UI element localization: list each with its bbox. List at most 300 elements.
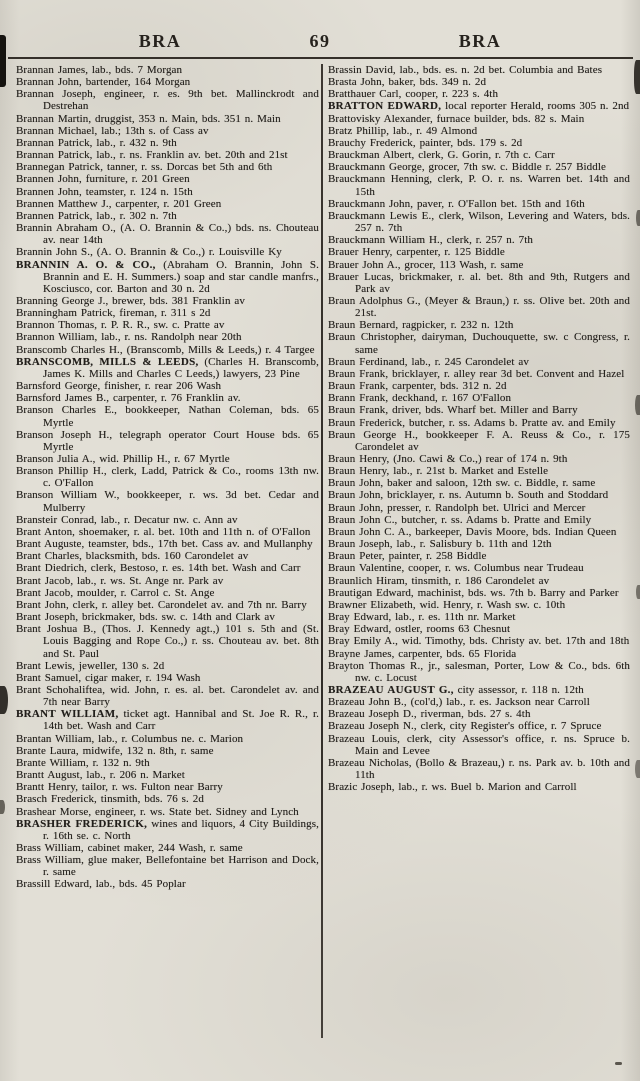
entry-name: Bratthauer Carl, xyxy=(328,88,402,101)
entry-name: Braun John, xyxy=(328,477,384,490)
entry-details: cooper, r. ws. Columbus near Trudeau xyxy=(404,562,584,575)
entry-details: wid. Timothy, bds. Christy av. bet. 17th and 18th xyxy=(398,635,630,648)
entry-details: riverman, bds. 27 s. 4th xyxy=(416,708,531,721)
entry-details: dairyman, Duchouquette, sw. c Congress, r. same xyxy=(355,331,631,356)
directory-entry xyxy=(328,271,630,295)
entry-details: brickmaker, bds. sw. c. 14th and Clark av xyxy=(78,611,275,624)
directory-entry xyxy=(328,295,630,319)
entry-name: Brant Jacob, xyxy=(16,586,74,599)
entry-name: Branningham Patrick, xyxy=(16,307,116,320)
entry-name: Bransteir Conrad, xyxy=(16,513,97,526)
directory-entry xyxy=(16,854,319,878)
directory-entry xyxy=(16,842,319,854)
entry-name: Brauckmann Lewis E., xyxy=(328,209,435,222)
directory-entry xyxy=(328,64,630,76)
directory-entry xyxy=(328,453,630,465)
directory-entry xyxy=(328,648,630,660)
entry-name: Bray Edward, xyxy=(328,611,392,624)
directory-entry xyxy=(328,562,630,574)
entry-details: wid. Henry, r. Wash sw. c. 10th xyxy=(415,598,566,611)
scan-artifact xyxy=(0,686,8,714)
entry-details: lab.; 13th s. of Cass av xyxy=(97,124,209,137)
entry-name: Brauer Lucas, xyxy=(328,270,394,283)
entry-name: Brannin Abraham O., xyxy=(16,222,116,235)
entry-name: Brant Joshua B., xyxy=(16,623,97,636)
entry-details: bricklayer, r. ns. Autumn b. South and Stoddard xyxy=(383,489,609,502)
directory-entry xyxy=(328,404,630,416)
entry-name: Brannen John, xyxy=(16,173,82,186)
entry-name: Braun Joseph, xyxy=(328,538,393,551)
entry-name: Brannan John, xyxy=(16,76,82,89)
directory-entry xyxy=(16,125,319,137)
entry-details: lab., r. ws. Buel b. Marion and Carroll xyxy=(394,781,577,794)
directory-entry xyxy=(328,550,630,562)
directory-entry xyxy=(328,623,630,635)
entry-name: Brasta John, xyxy=(328,76,385,89)
directory-entry xyxy=(16,319,319,331)
directory-entry xyxy=(16,684,319,708)
entry-name: Brayne James, xyxy=(328,647,395,660)
entry-name: Brazeau Joseph D., xyxy=(328,708,417,721)
entry-details: local reporter Herald, rooms 305 n. 2nd xyxy=(441,100,630,113)
page-number: 69 xyxy=(309,31,331,51)
entry-details: (Meyer & Braun,) r. ss. Olive bet. 20th and 21st. xyxy=(355,294,630,320)
directory-entry xyxy=(328,611,630,623)
entry-name: Brant Samuel, xyxy=(16,671,82,684)
directory-entry xyxy=(16,489,319,513)
entry-name: Brant Anton, xyxy=(16,525,76,538)
entry-name: Braun Frank, xyxy=(328,367,389,380)
entry-details: brickmaker, r. al. bet. 8th and 9th, Rutgers and Park av xyxy=(355,270,631,295)
entry-name: Brauchy Frederick, xyxy=(328,136,416,149)
entry-name: BRANSCOMB, MILLS & LEEDS, xyxy=(16,355,199,368)
directory-entry xyxy=(16,781,319,793)
entry-name: Brannan Patrick, xyxy=(16,149,93,162)
entry-details: (Bollo & Brazeau,) r. ns. Park av. b. 10th and 11th xyxy=(355,756,630,782)
directory-entry xyxy=(328,125,630,137)
entry-name: Brasch Frederick, xyxy=(16,793,97,806)
entry-name: Braun Peter, xyxy=(328,550,385,563)
directory-entry xyxy=(16,562,319,574)
entry-details: moulder, r. Carrol c. St. Ange xyxy=(73,586,215,599)
entry-details: lab., r. ns. Randolph near 20th xyxy=(97,331,242,344)
directory-entry xyxy=(328,720,630,732)
directory-entry xyxy=(16,660,319,672)
directory-entry xyxy=(16,246,319,258)
entry-details: painter, bds. 179 s. 2d xyxy=(415,136,523,149)
entry-name: Brant Joseph, xyxy=(16,611,79,624)
entry-details: painter, r. 258 Biddle xyxy=(384,550,487,563)
directory-entry xyxy=(328,149,630,161)
directory-entry xyxy=(328,331,630,355)
entry-name: Brassill Edward, xyxy=(16,878,92,891)
column-divider xyxy=(321,64,323,1038)
scan-artifact xyxy=(635,395,640,415)
directory-entry xyxy=(16,538,319,550)
directory-entry xyxy=(16,344,319,356)
directory-entry xyxy=(16,392,319,404)
entry-name: Brannon William, xyxy=(16,331,98,344)
entry-details: lab., r. 49 Almond xyxy=(389,124,478,137)
entry-name: Brauckmann George, xyxy=(328,161,425,174)
entry-name: Brattovisky Alexander, xyxy=(328,112,433,125)
entry-details: tinsmith, r. 186 Carondelet av xyxy=(407,574,550,587)
directory-entry xyxy=(16,137,319,149)
entry-details: lab., r. 432 n. 9th xyxy=(92,136,177,149)
directory-entry xyxy=(328,198,630,210)
entry-details: lab., r. ws. St. Ange nr. Park av xyxy=(73,574,224,587)
left-column xyxy=(16,64,319,1038)
entry-details: tailor, r. ws. Fulton near Barry xyxy=(78,781,223,794)
entry-name: BRANNIN A. O. & CO., xyxy=(16,258,156,271)
entry-details: teamster, bds., 17th bet. Cass av. and Mullanphy xyxy=(84,538,313,551)
entry-details: (Jno. Cawi & Co.,) rear of 174 n. 9th xyxy=(389,453,568,465)
entry-name: Braun Henry, xyxy=(328,465,390,478)
directory-entry xyxy=(16,64,319,76)
entry-name: Braun Frank, xyxy=(328,380,389,393)
directory-entry xyxy=(328,356,630,368)
entry-details: bricklayer, r. alley rear 3d bet. Convent and Hazel xyxy=(388,367,625,380)
entry-name: Brannan Michael, xyxy=(16,124,98,137)
entry-details: bookkeeper F. A. Reuss & Co., r. 175 Carondelet av xyxy=(355,428,630,453)
entry-name: Brant Charles, xyxy=(16,550,82,563)
entry-details: clerk, Ladd, Patrick & Co., rooms 13th nw. c. O'Fallon xyxy=(43,465,319,490)
section-heading-right: BRA xyxy=(458,31,502,51)
directory-entry xyxy=(328,392,630,404)
directory-entry xyxy=(328,465,630,477)
directory-entry xyxy=(16,611,319,623)
entry-name: Braun John, xyxy=(328,501,384,514)
entry-details: glue maker, Bellefontaine bet Harrison and Dock, r. same xyxy=(43,854,319,879)
entry-details: lab., bds. 7 Morgan xyxy=(88,64,183,76)
entry-details: paver, r. O'Fallon bet. 15th and 16th xyxy=(413,197,585,210)
entry-details: clerk, P. O. r. ns. Warren bet. 14th and 15th xyxy=(355,173,630,198)
entry-details: bartender, 164 Morgan xyxy=(81,76,191,89)
directory-entry xyxy=(16,550,319,562)
entry-details: (Thos. J. Kennedy agt.,) 101 s. 5th and (St. Louis Bagging and Rope Co.,) r. ss. Chouteau av. bet. 8th and St. Paul xyxy=(43,623,319,660)
entry-name: Brazeau Nicholas, xyxy=(328,756,412,769)
entry-details: tinsmith, bds. 76 s. 2d xyxy=(96,793,204,806)
header-rule xyxy=(8,57,633,59)
directory-entry xyxy=(16,623,319,659)
directory-entry xyxy=(16,295,319,307)
directory-entry xyxy=(328,259,630,271)
entry-name: Brauckmann William H., xyxy=(328,234,443,247)
entry-details: tanner, r. ss. Dorcas bet 5th and 6th xyxy=(103,161,273,174)
entry-details: clerk, city Register's office, r. 7 Spruce xyxy=(416,720,602,733)
entry-details: clerk, G. Gorin, r. 7th c. Carr xyxy=(414,149,555,162)
entry-details: clerk, Bestoso, r. es. 14th bet. Wash and Carr xyxy=(86,562,301,575)
entry-details: carpenter, r. 201 Green xyxy=(111,197,222,210)
entry-name: Brante William, xyxy=(16,756,89,769)
entry-details: butcher, r. ss. Adams b. Pratte av. and Emily xyxy=(405,416,616,429)
directory-entry xyxy=(16,793,319,805)
entry-name: Brawner Elizabeth, xyxy=(328,598,416,611)
directory-entry xyxy=(328,660,630,684)
entry-name: Braun John C. A., xyxy=(328,525,412,538)
entry-name: Braun Ferdinand, xyxy=(328,355,408,368)
entry-name: Braun John, xyxy=(328,489,384,502)
directory-entry xyxy=(16,380,319,392)
scan-artifact xyxy=(636,585,640,599)
entry-name: Brann Frank, xyxy=(328,392,389,405)
entry-name: Brant Auguste, xyxy=(16,538,85,551)
page-header xyxy=(0,31,640,57)
directory-entry xyxy=(16,307,319,319)
entry-details: barkeeper, Davis Moore, bds. Indian Queen xyxy=(411,525,617,538)
entry-details: furniture, r. 201 Green xyxy=(81,173,190,186)
directory-entry xyxy=(328,599,630,611)
entry-details: brewer, bds. 381 Franklin av xyxy=(108,294,245,307)
entry-name: BRASHER FREDERICK, xyxy=(16,817,148,830)
directory-entry xyxy=(16,356,319,380)
entry-details: grocer, 7th sw. c. Biddle r. 257 Biddle xyxy=(424,161,607,174)
directory-entry xyxy=(16,404,319,428)
entry-details: carpenter, bds. 312 n. 2d xyxy=(388,380,507,393)
entry-name: Branning George J., xyxy=(16,294,109,307)
entry-details: grocer, 113 Wash, r. same xyxy=(400,258,524,271)
directory-entry xyxy=(328,88,630,100)
entry-name: Brannen Patrick, xyxy=(16,209,93,222)
entry-details: clerk, r. 257 n. 7th xyxy=(442,234,533,247)
entry-details: cabinet maker, 244 Wash, r. same xyxy=(83,842,243,854)
entry-details: cigar maker, r. 194 Wash xyxy=(81,671,201,684)
entry-details: fireman, r. 311 s 2d xyxy=(115,307,211,320)
entry-name: Braun Henry, xyxy=(328,453,390,465)
directory-entry xyxy=(328,477,630,489)
entry-name: Bray Emily A., xyxy=(328,635,399,648)
directory-entry xyxy=(16,198,319,210)
directory-entry xyxy=(16,465,319,489)
entry-details: (A. O. Brannin & Co.,) bds. ns. Chouteau av. near 14th xyxy=(43,222,319,247)
entry-name: Brassin David, xyxy=(328,64,396,76)
entry-details: ostler, rooms 63 Chesnut xyxy=(391,623,511,636)
directory-entry xyxy=(16,514,319,526)
entry-name: Brannan James, xyxy=(16,64,89,76)
directory-entry xyxy=(16,331,319,343)
directory-entry xyxy=(16,733,319,745)
entry-name: Brantt August, xyxy=(16,769,83,782)
directory-entry xyxy=(328,173,630,197)
entry-details: clerk, r. alley bet. Carondelet av. and 7th nr. Barry xyxy=(68,598,307,611)
entry-details: lab., r. 302 n. 7th xyxy=(92,209,177,222)
entry-details: (Charles H. Branscomb, James K. Mills and Charles C Leeds,) lawyers, 23 Pine xyxy=(43,355,319,380)
entry-details: bookkeeper, r. ws. 3d bet. Cedar and Mulberry xyxy=(43,489,319,514)
entry-details: lab., r. 21st b. Market and Estelle xyxy=(389,465,549,478)
entry-name: Branson William W., xyxy=(16,489,120,502)
entry-name: Braunlich Hiram, xyxy=(328,574,408,587)
directory-entry xyxy=(16,587,319,599)
entry-name: Brannegan Patrick, xyxy=(16,161,104,174)
entry-name: Brayton Thomas R., jr., xyxy=(328,659,441,672)
directory-entry xyxy=(16,259,319,295)
entry-name: Barnsford George, xyxy=(16,380,101,393)
directory-entry xyxy=(16,88,319,112)
entry-name: Braun Adolphus G., xyxy=(328,294,421,307)
entry-details: clerk, city Assessor's office, r. ns. Spruce b. Main and Levee xyxy=(355,732,630,757)
directory-entry xyxy=(16,526,319,538)
entry-name: Brant John, xyxy=(16,598,69,611)
entry-name: Brass William, xyxy=(16,854,84,867)
directory-entry xyxy=(328,234,630,246)
entry-name: Brauckman Albert, xyxy=(328,149,415,162)
entry-name: Brannon Thomas, xyxy=(16,319,98,332)
entry-details: teamster, r. 124 n. 15th xyxy=(81,185,193,198)
directory-entry xyxy=(328,635,630,647)
entry-name: Brauckmann Henning, xyxy=(328,173,433,186)
directory-entry xyxy=(16,878,319,890)
directory-entry xyxy=(328,429,630,453)
directory-entry xyxy=(16,173,319,185)
entry-name: Brass William, xyxy=(16,842,84,854)
entry-name: Brauer Henry, xyxy=(328,246,393,259)
entry-name: Brant Jacob, xyxy=(16,574,74,587)
entry-name: BRANT WILLIAM, xyxy=(16,708,119,721)
entry-details: butcher, r. ss. Adams b. Pratte and Emily xyxy=(397,513,592,526)
entry-details: (Abraham O. Brannin, John S. Brannin and E. H. Summers.) soap and star candle manfrs., Kosciusco, cor. Barton and 30 n. 2d xyxy=(43,258,319,295)
entry-details: lab., r. 245 Carondelet av xyxy=(407,355,529,368)
right-column xyxy=(328,64,630,1038)
directory-entry xyxy=(328,246,630,258)
directory-entry xyxy=(16,769,319,781)
entry-details: carpenter, r. 125 Biddle xyxy=(392,246,505,259)
directory-entry xyxy=(328,587,630,599)
entry-name: Braun John C., xyxy=(328,513,398,526)
entry-details: shoemaker, r. al. bet. 10th and 11th n. of O'Fallon xyxy=(75,525,311,538)
entry-name: Brashear Morse, xyxy=(16,805,92,818)
entry-name: Branson Joseph H., xyxy=(16,428,113,441)
directory-entry xyxy=(328,100,630,112)
entry-details: lab., r. Decatur nw. c. Ann av xyxy=(96,513,238,526)
entry-name: Brante Laura, xyxy=(16,744,79,757)
directory-entry xyxy=(16,818,319,842)
entry-details: lab., r. ns. Franklin av. bet. 20th and 21st xyxy=(92,149,288,162)
entry-name: BRATTON EDWARD, xyxy=(328,100,442,113)
entry-details: wid. John, r. es. al. bet. Carondelet av. and 7th near Barry xyxy=(43,683,319,709)
entry-name: BRAZEAU AUGUST G., xyxy=(328,683,454,696)
entry-name: Braun Frederick, xyxy=(328,416,406,429)
directory-entry xyxy=(16,708,319,732)
entry-name: Branscomb Charles H., xyxy=(16,343,123,356)
entry-details: carpenter, r. 76 Franklin av. xyxy=(109,392,241,405)
entry-name: Branson Charles E., xyxy=(16,404,117,417)
directory-entry xyxy=(328,575,630,587)
directory-entry xyxy=(16,429,319,453)
entry-details: telegraph operator Court House bds. 65 Myrtle xyxy=(43,428,319,453)
entry-name: Brant Schohaliftea, xyxy=(16,683,106,696)
entry-name: Braun George H., xyxy=(328,428,418,441)
entry-name: Brazeau Louis, xyxy=(328,732,400,745)
entry-name: Brantan William, xyxy=(16,732,95,745)
directory-columns xyxy=(16,64,633,1038)
entry-details: finisher, r. rear 206 Wash xyxy=(100,380,222,393)
entry-details: engineer, r. es. 9th bet. Mallinckrodt and Destrehan xyxy=(43,88,319,113)
entry-name: Brannin John S., xyxy=(16,246,93,259)
entry-name: Brannan Patrick, xyxy=(16,136,93,149)
entry-name: Brannen Matthew J., xyxy=(16,197,112,210)
directory-entry xyxy=(16,575,319,587)
entry-details: carpenter, bds. 65 Florida xyxy=(394,647,517,660)
directory-entry xyxy=(16,76,319,88)
entry-details: blacksmith, bds. 160 Carondelet av xyxy=(81,550,249,563)
directory-entry xyxy=(328,757,630,781)
entry-details: clerk, Wilson, Levering and Waters, bds. 257 n. 7th xyxy=(355,209,630,235)
scan-artifact xyxy=(615,1062,622,1065)
entry-name: Barnsford James B., xyxy=(16,392,110,405)
entry-details: r. 132 n. 9th xyxy=(88,756,150,769)
directory-entry xyxy=(328,684,630,696)
directory-entry xyxy=(16,757,319,769)
entry-name: Braun Frank, xyxy=(328,404,389,417)
entry-name: Brannan Martin, xyxy=(16,112,92,125)
directory-entry xyxy=(328,210,630,234)
entry-details: machinist, bds. ws. 7th b. Barry and Parker xyxy=(413,586,619,599)
directory-entry xyxy=(328,319,630,331)
entry-details: baker and saloon, 12th sw. c. Biddle, r. same xyxy=(383,477,596,490)
entry-details: lab., bds. 45 Poplar xyxy=(91,878,186,891)
entry-details: (col'd,) lab., r. es. Jackson near Carroll xyxy=(406,696,590,709)
section-heading-left: BRA xyxy=(138,31,182,51)
entry-details: driver, bds. Wharf bet. Miller and Barry xyxy=(388,404,578,417)
entry-details: baker, bds. 349 n. 2d xyxy=(384,76,487,89)
directory-entry xyxy=(328,113,630,125)
directory-entry xyxy=(16,745,319,757)
entry-details: druggist, 353 n. Main, bds. 351 n. Main xyxy=(91,112,281,125)
directory-entry xyxy=(328,137,630,149)
entry-name: Brazic Joseph, xyxy=(328,781,395,794)
directory-entry xyxy=(16,672,319,684)
directory-entry xyxy=(16,186,319,198)
directory-entry xyxy=(328,733,630,757)
entry-name: Bray Edward, xyxy=(328,623,392,636)
scan-artifact xyxy=(635,760,640,778)
entry-name: Brauer John A., xyxy=(328,258,401,271)
scan-artifact xyxy=(636,210,640,226)
entry-name: Brazeau John B., xyxy=(328,696,407,709)
entry-details: city assessor, r. 118 n. 12th xyxy=(453,683,584,696)
entry-details: cooper, r. 223 s. 4th xyxy=(401,88,499,101)
directory-entry xyxy=(328,526,630,538)
directory-entry xyxy=(16,222,319,246)
directory-entry xyxy=(328,489,630,501)
entry-details: engineer, r. ws. State bet. Sidney and Lynch xyxy=(91,805,299,818)
entry-details: lab., r. es. 11th nr. Market xyxy=(391,611,516,624)
entry-details: salesman, Porter, Low & Co., bds. 6th nw. c. Locust xyxy=(355,659,630,684)
entry-details: ragpicker, r. 232 n. 12th xyxy=(398,319,514,332)
entry-details: bookkeeper, Nathan Coleman, bds. 65 Myrtle xyxy=(43,404,319,429)
entry-details: wid. Phillip H., r. 67 Myrtle xyxy=(95,453,230,465)
entry-details: jeweller, 130 s. 2d xyxy=(75,659,165,672)
entry-name: Brant Diedrich, xyxy=(16,562,87,575)
entry-details: lab., r. Salisbury b. 11th and 12th xyxy=(392,538,552,551)
entry-details: deckhand, r. 167 O'Fallon xyxy=(388,392,512,405)
entry-details: lab., bds. es. n. 2d bet. Columbia and Bates xyxy=(395,64,603,76)
directory-entry xyxy=(328,781,630,793)
directory-entry xyxy=(328,380,630,392)
entry-name: Braun Bernard, xyxy=(328,319,399,332)
directory-entry xyxy=(16,806,319,818)
directory-entry xyxy=(328,76,630,88)
directory-entry xyxy=(328,502,630,514)
directory-entry xyxy=(328,161,630,173)
directory-entry xyxy=(328,368,630,380)
entry-name: Brauckmann John, xyxy=(328,197,414,210)
entry-details: lab., r. 206 n. Market xyxy=(82,769,185,782)
entry-details: lab., r. Columbus ne. c. Marion xyxy=(94,732,244,745)
directory-entry xyxy=(16,599,319,611)
directory-entry xyxy=(16,453,319,465)
entry-details: presser, r. Randolph bet. Ulrici and Mercer xyxy=(383,501,586,514)
